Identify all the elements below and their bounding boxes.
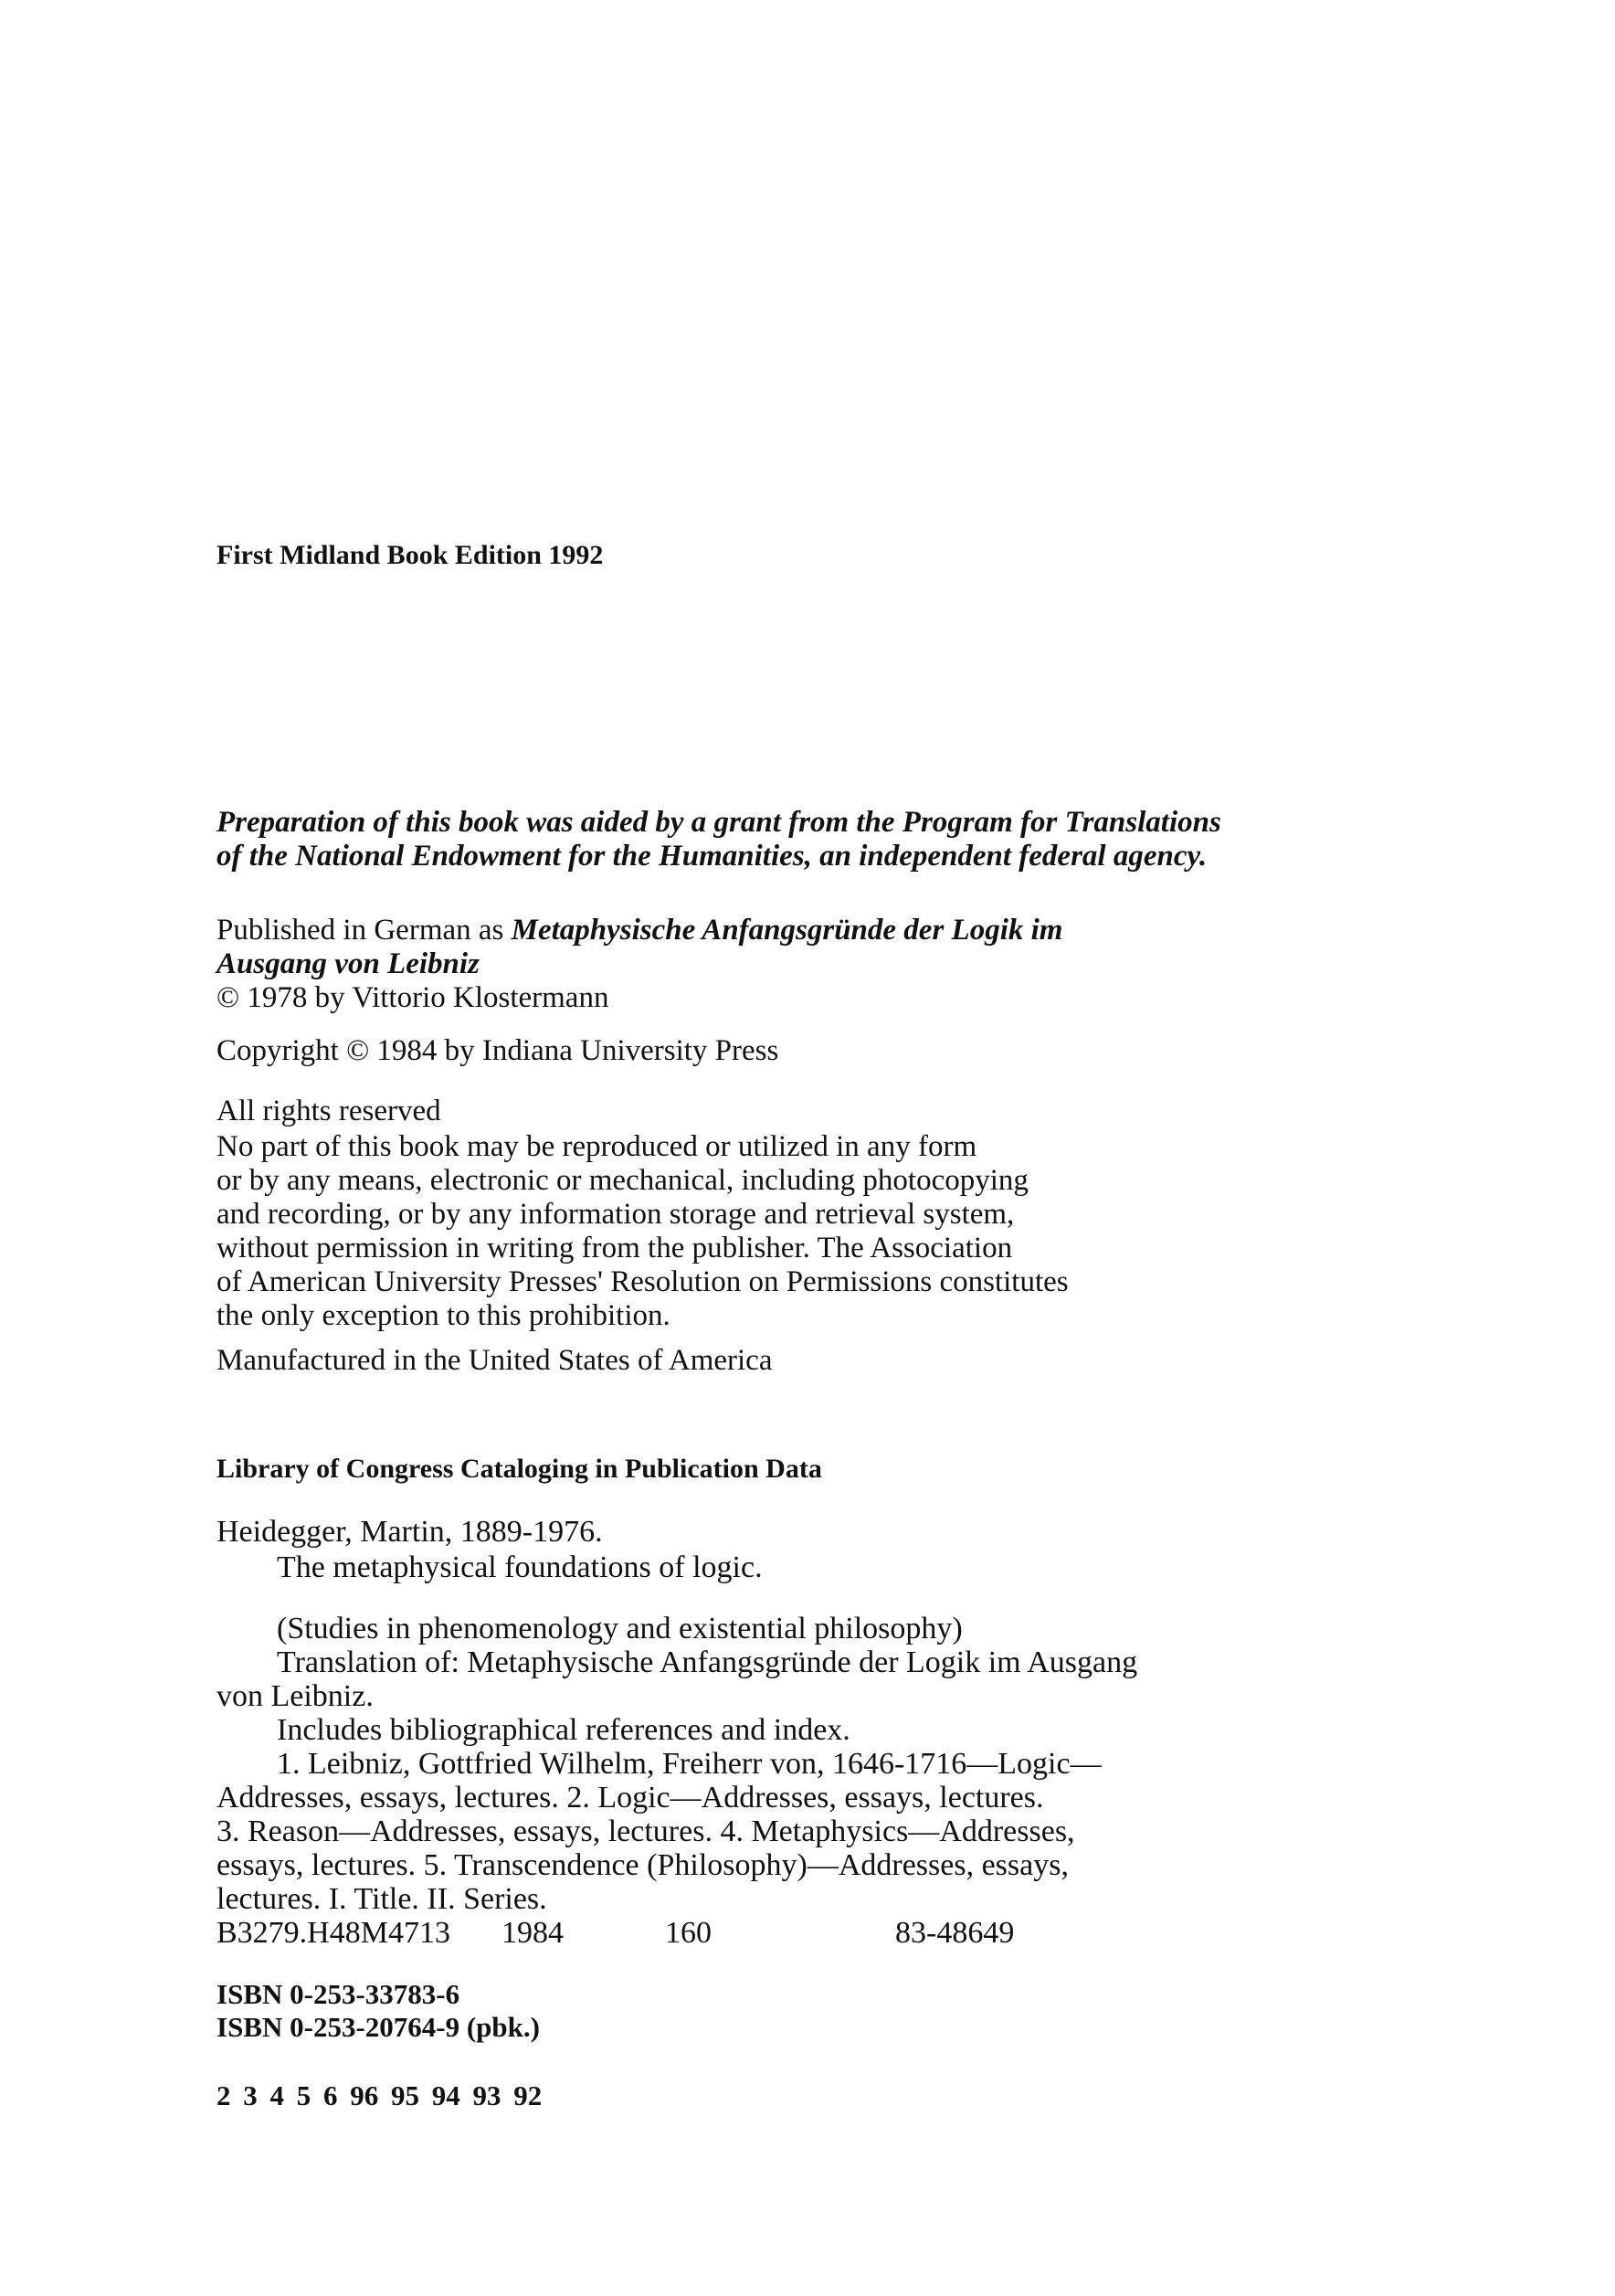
cip-subject-line: Addresses, essays, lectures. 2. Logic—Addresses, essays, lectures. [216,1781,1044,1815]
rights-line: the only exception to this prohibition. [216,1299,670,1332]
cip-translation-1: Translation of: Metaphysische Anfangsgründe der Logik im Ausgang [277,1645,1138,1679]
cip-translation-2: von Leibniz. [216,1679,374,1713]
original-publication-line-1 [216,914,1062,947]
cip-classification-row [0,1916,1615,1952]
cip-call-year: 1984 [501,1916,564,1950]
cip-lccn: 83-48649 [895,1916,1015,1950]
edition-note: First Midland Book Edition 1992 [216,540,604,570]
rights-heading: All rights reserved [216,1095,441,1127]
cip-author: Heidegger, Martin, 1889-1976. [216,1515,603,1549]
original-title-part-2: Ausgang von Leibniz [216,947,480,980]
rights-line: or by any means, electronic or mechanical, including photocopying [216,1164,1029,1197]
cip-series: (Studies in phenomenology and existential philosophy) [277,1612,963,1645]
original-title-part-1: Metaphysische Anfangsgründe der Logik im [511,914,1063,947]
original-prefix: Published in German as [216,914,512,947]
cip-subject-line: essays, lectures. 5. Transcendence (Philosophy)—Addresses, essays, [216,1848,1069,1882]
manufactured-note: Manufactured in the United States of America [216,1344,773,1377]
cip-subject-line: 1. Leibniz, Gottfried Wilhelm, Freiherr von, 1646-1716—Logic— [277,1747,1102,1781]
rights-line: and recording, or by any information storage and retrieval system, [216,1198,1015,1231]
isbn-cloth: ISBN 0-253-33783-6 [216,1978,460,2010]
rights-line: of American University Presses' Resolution on Permissions constitutes [216,1265,1069,1298]
copyright-notice: Copyright © 1984 by Indiana University Press [216,1034,779,1067]
isbn-paperback: ISBN 0-253-20764-9 (pbk.) [216,2011,540,2043]
grant-line-1: Preparation of this book was aided by a grant from the Program for Translations [216,806,1221,839]
cip-subject-line: 3. Reason—Addresses, essays, lectures. 4. Metaphysics—Addresses, [216,1815,1075,1848]
printing-line: 2 3 4 5 6 96 95 94 93 92 [216,2079,543,2111]
original-copyright: © 1978 by Vittorio Klostermann [216,981,609,1014]
cip-includes: Includes bibliographical references and index. [277,1713,850,1747]
cip-subject-line: lectures. I. Title. II. Series. [216,1882,547,1916]
cip-dewey: 160 [665,1916,712,1950]
cip-heading: Library of Congress Cataloging in Publication Data [216,1454,822,1484]
rights-line: without permission in writing from the publisher. The Association [216,1232,1013,1264]
cip-title: The metaphysical foundations of logic. [277,1550,763,1584]
grant-line-2: of the National Endowment for the Humanities, an independent federal agency. [216,840,1208,873]
rights-line: No part of this book may be reproduced or utilized in any form [216,1130,977,1163]
cip-call-number: B3279.H48M4713 [216,1916,450,1950]
